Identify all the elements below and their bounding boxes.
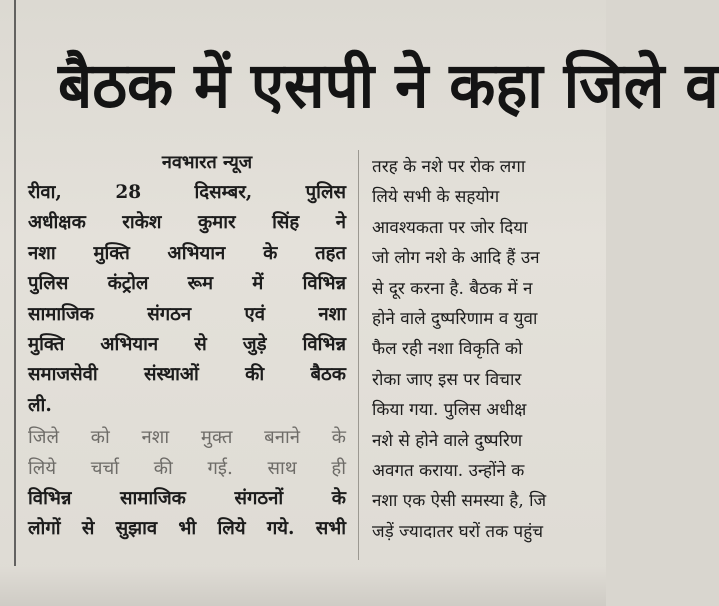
column-divider — [358, 150, 359, 560]
text-line: होने वाले दुष्परिणाम व युवा — [372, 309, 538, 330]
text-line: अधीक्षक राकेश कुमार सिंह ने — [28, 212, 346, 234]
text-line: सामाजिक संगठन एवं नशा — [28, 303, 346, 325]
text-line: रीवा, 28 दिसम्बर, पुलिस — [28, 182, 346, 203]
text-line: नशा एक ऐसी समस्या है, जि — [372, 491, 547, 512]
text-line: समाजसेवी संस्थाओं की बैठक — [28, 364, 346, 386]
text-line: विभिन्न सामाजिक संगठनों के — [28, 488, 346, 510]
text-line: नशे से होने वाले दुष्परिण — [372, 430, 523, 451]
text-line: आवश्यकता पर जोर दिया — [372, 217, 528, 238]
text-line: लोगों से सुझाव भी लिये गये. सभी — [28, 518, 346, 540]
left-column — [28, 150, 346, 545]
text-line: पुलिस कंट्रोल रूम में विभिन्न — [28, 273, 346, 295]
headline: बैठक में एसपी ने कहा जिले व — [58, 49, 719, 123]
text-line: रोका जाए इस पर विचार — [372, 369, 522, 390]
text-line: से दूर करना है. बैठक में न — [372, 278, 533, 299]
page-edge-line — [14, 0, 16, 606]
text-line: लिये सभी के सहयोग — [372, 187, 500, 208]
paragraph-2 — [28, 423, 346, 545]
text-line: नशा मुक्ति अभियान के तहत — [28, 242, 346, 264]
text-line: जड़ें ज्यादातर घरों तक पहुंच — [372, 521, 544, 542]
text-line: फैल रही नशा विकृति को — [372, 339, 523, 360]
byline: नवभारत न्यूज — [161, 152, 253, 173]
text-line: मुक्ति अभियान से जुड़े विभिन्न — [28, 334, 346, 356]
text-line: लिये चर्चा की गई. साथ ही — [28, 457, 346, 479]
text-line: किया गया. पुलिस अधीक्ष — [372, 400, 527, 421]
paragraph-1 — [28, 178, 346, 421]
text-line: जो लोग नशे के आदि हैं उन — [372, 248, 540, 269]
right-column — [372, 152, 612, 547]
page-bottom-edge — [0, 566, 606, 606]
text-line: तरह के नशे पर रोक लगा — [372, 157, 526, 177]
text-line: अवगत कराया. उन्होंने क — [372, 461, 525, 482]
text-line: ली. — [28, 394, 52, 416]
text-line: जिले को नशा मुक्त बनाने के — [28, 427, 346, 449]
